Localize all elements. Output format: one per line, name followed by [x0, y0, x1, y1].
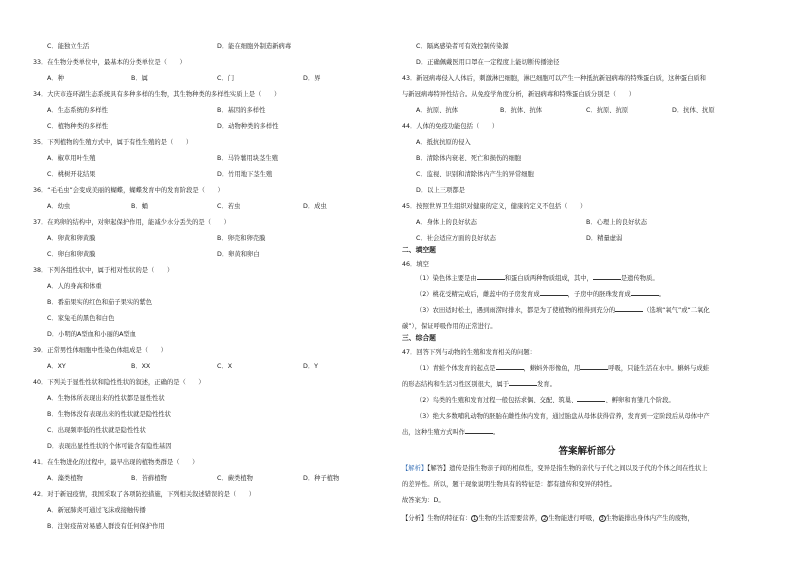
question-33: 33．在生物分类单位中，最基本的分类单位是（ ）: [33, 59, 186, 66]
option-c: C．蕨类植物: [217, 475, 253, 482]
question-47-1-cont: 的形态结构和生活习性区别很大，属于 发育。: [402, 381, 556, 388]
option-b: B．清除体内衰老、死亡和损伤的细胞: [416, 155, 522, 162]
option-d: D．竹用地下茎生殖: [217, 171, 273, 178]
answer-analysis: 【分析】生物的特征有： 1 生物的生活需要营养， 2 生物能进行呼吸， 3 生物能排出身体内产生的废物，: [402, 515, 694, 522]
answer-section-title: 答案解析部分: [558, 446, 616, 457]
option-c: C．若虫: [217, 203, 241, 210]
question-42: 42．对于新冠疫情，我国采取了各项防控措施，下列相关叙述错误的是（ ）: [33, 491, 256, 498]
question-43: 43．新冠病毒侵入人体后，刺激淋巴细胞，淋巴细胞可以产生一种抵抗新冠病毒的特殊蛋白质，这种蛋白质和: [402, 75, 706, 82]
question-38: 38．下列各组性状中，属于相对性状的是（ ）: [33, 267, 174, 274]
question-45: 45．按照世界卫生组织对健康的定义，健康的定义不包括（ ）: [402, 203, 587, 210]
option-c: C．门: [217, 75, 234, 82]
section-fill-blank: 二、填空题: [402, 246, 436, 254]
option-a: A．椒草用叶生殖: [47, 155, 96, 162]
circled-number-icon: 1: [473, 515, 477, 522]
solution-tag: 【解答】: [427, 465, 450, 472]
option-c: C．隔离感染者可有效控制传染源: [416, 43, 509, 50]
option-b: B．卵壳和卵壳膜: [217, 235, 266, 242]
option-b: B．XX: [131, 363, 151, 370]
answer-explanation-cont: 的差异性。所以，题干现象说明生物具有的特征是：都有遗传和变异的特性。: [402, 481, 617, 488]
option-d: D．动物种类的多样性: [217, 123, 279, 130]
section-comprehensive: 三、综合题: [402, 334, 436, 342]
option-d: D．表现出显性性状的个体可能含有隐性基因: [47, 443, 172, 450]
answer-result: 故答案为：D。: [402, 497, 445, 504]
option-a: A．新冠肺炎可通过飞沫或接触传播: [47, 507, 146, 514]
question-41: 41．在生物进化的过程中，最早出现的植物类群是（ ）: [33, 459, 199, 466]
question-47-1: （1）青蛙个体发育的起点是 ，蝌蚪外形像鱼，用 呼吸，只能生活在水中。蝌蚪与成蛙: [416, 365, 709, 372]
question-34: 34．大庆市连环湖生态系统具有多种多样的生物，其生物种类的多样性实质上是（ ）: [33, 91, 281, 98]
option-a: A．XY: [47, 363, 66, 370]
answer-blank[interactable]: [477, 274, 505, 280]
option-b: B．苔藓植物: [131, 475, 167, 482]
option-b: B．属: [131, 75, 148, 82]
option-a: A．抗原、抗体: [416, 107, 459, 114]
option-d: D．成虫: [303, 203, 327, 210]
option-c: C．出现频率低的性状就是隐性性状: [47, 427, 146, 434]
option-b: B．注射疫苗对易感人群没有任何保护作用: [47, 523, 165, 530]
answer-blank[interactable]: [465, 428, 493, 434]
option-c: C．X: [217, 363, 233, 370]
option-c: C．抗原、抗原: [586, 107, 629, 114]
option-c: C．家兔毛的黑色和白色: [47, 315, 115, 322]
answer-blank[interactable]: [631, 290, 659, 296]
option-a: A．生态系统的多样性: [47, 107, 108, 114]
question-47: 47．回答下列与动物的生殖和发育相关的问题：: [402, 349, 536, 356]
option-c: C．能独立生活: [47, 43, 90, 50]
question-47-2: （2）鸟类的生殖和发育过程一般包括求偶、交配、筑巢、 、孵卵和育雏几个阶段。: [416, 397, 675, 404]
question-47-3: （3）绝大多数哺乳动物的胚胎在雌性体内发育，通过胎盘从母体获得营养，发育到一定阶段后从母体中产: [416, 413, 710, 420]
option-d: D．正确佩戴医用口罩在一定程度上能切断传播途径: [416, 59, 560, 66]
question-46-1: （1）染色体主要是由 和蛋白质两种物质组成，其中， 是遗传物质。: [416, 275, 659, 282]
analysis-tag: 【分析】: [402, 515, 428, 522]
option-d: D．Y: [303, 363, 318, 370]
option-c: C．卵白和卵黄膜: [47, 251, 96, 258]
option-a: A．藻类植物: [47, 475, 83, 482]
question-44: 44．人体的免疫功能包括（ ）: [402, 123, 499, 130]
option-b: B．心理上的良好状态: [586, 219, 647, 226]
answer-blank[interactable]: [593, 274, 621, 280]
option-d: D．精量虚弱: [586, 235, 623, 242]
answer-blank[interactable]: [577, 396, 605, 402]
question-37: 37．在鸡卵的结构中，对卵起保护作用，能减少水分丢失的是（ ）: [33, 219, 230, 226]
option-b: B．基因的多样性: [217, 107, 266, 114]
option-b: B．马铃薯用块茎生殖: [217, 155, 278, 162]
option-c: C．监视、识别和清除体内产生的异常细胞: [416, 171, 534, 178]
option-d: D．抗体、抗原: [672, 107, 715, 114]
option-a: A．抵抗抗原的侵入: [416, 139, 471, 146]
option-c: C．桃树开花结果: [47, 171, 96, 178]
option-a: A．卵黄和卵黄膜: [47, 235, 96, 242]
option-a: A．人的身高和体重: [47, 283, 102, 290]
option-d: D．界: [303, 75, 321, 82]
circled-number-icon: 3: [600, 515, 604, 522]
answer-explanation: 【解析】【解答】遗传是指生物亲子间的相似性，变异是指生物的亲代与子代之间以及子代的个体之间在性状上: [402, 465, 708, 472]
question-40: 40．下列关于显性性状和隐性性状的叙述，正确的是（ ）: [33, 379, 205, 386]
option-b: B．番茄果实的红色和茄子果实的紫色: [47, 299, 153, 306]
answer-blank[interactable]: [580, 364, 608, 370]
option-b: B．蛹: [131, 203, 148, 210]
option-d: D．卵黄和卵白: [217, 251, 260, 258]
question-46: 46．填空: [402, 261, 429, 268]
question-46-2: （2）桃花受精完成后，雌蕊中的子房发育成 ，子房中的胚珠发育成 。: [416, 291, 665, 298]
question-47-3-cont: 出，这种生殖方式叫作 。: [402, 429, 500, 436]
option-c: C．社会适应方面的良好状态: [416, 235, 496, 242]
answer-blank[interactable]: [496, 364, 524, 370]
option-a: A．生物体所表现出来的性状都是显性性状: [47, 395, 165, 402]
circled-number-icon: 2: [543, 515, 547, 522]
option-a: A．种: [47, 75, 64, 82]
option-d: D．能在细胞外制造新病毒: [217, 43, 292, 50]
question-39: 39．正常男性体细胞中性染色体组成是（ ）: [33, 347, 167, 354]
option-b: B．抗体、抗体: [500, 107, 543, 114]
option-d: D．种子植物: [303, 475, 340, 482]
answer-blank[interactable]: [615, 306, 643, 312]
option-c: C．植物种类的多样性: [47, 123, 109, 130]
answer-blank[interactable]: [540, 290, 568, 296]
answer-blank[interactable]: [509, 380, 537, 386]
option-a: A．幼虫: [47, 203, 71, 210]
option-d: D．小明的A型血和小丽的A型血: [47, 331, 137, 338]
question-36: 36．“毛毛虫”会变成美丽的蝴蝶，蝴蝶发育中的发育阶段是（ ）: [33, 187, 224, 194]
option-d: D．以上三项都是: [416, 187, 465, 194]
question-43-cont: 与新冠病毒特异性结合。从免疫学角度分析，新冠病毒和特殊蛋白质分别是（ ）: [402, 91, 635, 98]
question-46-3: （3）农田适时松土，遇到雨涝时排水，都是为了使植物的根得到充分的 （选填“氧气”或“二氧化: [416, 307, 710, 314]
analysis-tag: 【解析】: [402, 465, 428, 472]
question-35: 35．下列植物的生殖方式中，属于有性生殖的是（ ）: [33, 139, 193, 146]
option-b: B．生物体没有表现出来的性状就是隐性性状: [47, 411, 171, 418]
option-a: A．身体上的良好状态: [416, 219, 477, 226]
question-46-3-cont: 碳”），保证呼吸作用的正常进行。: [402, 323, 497, 330]
